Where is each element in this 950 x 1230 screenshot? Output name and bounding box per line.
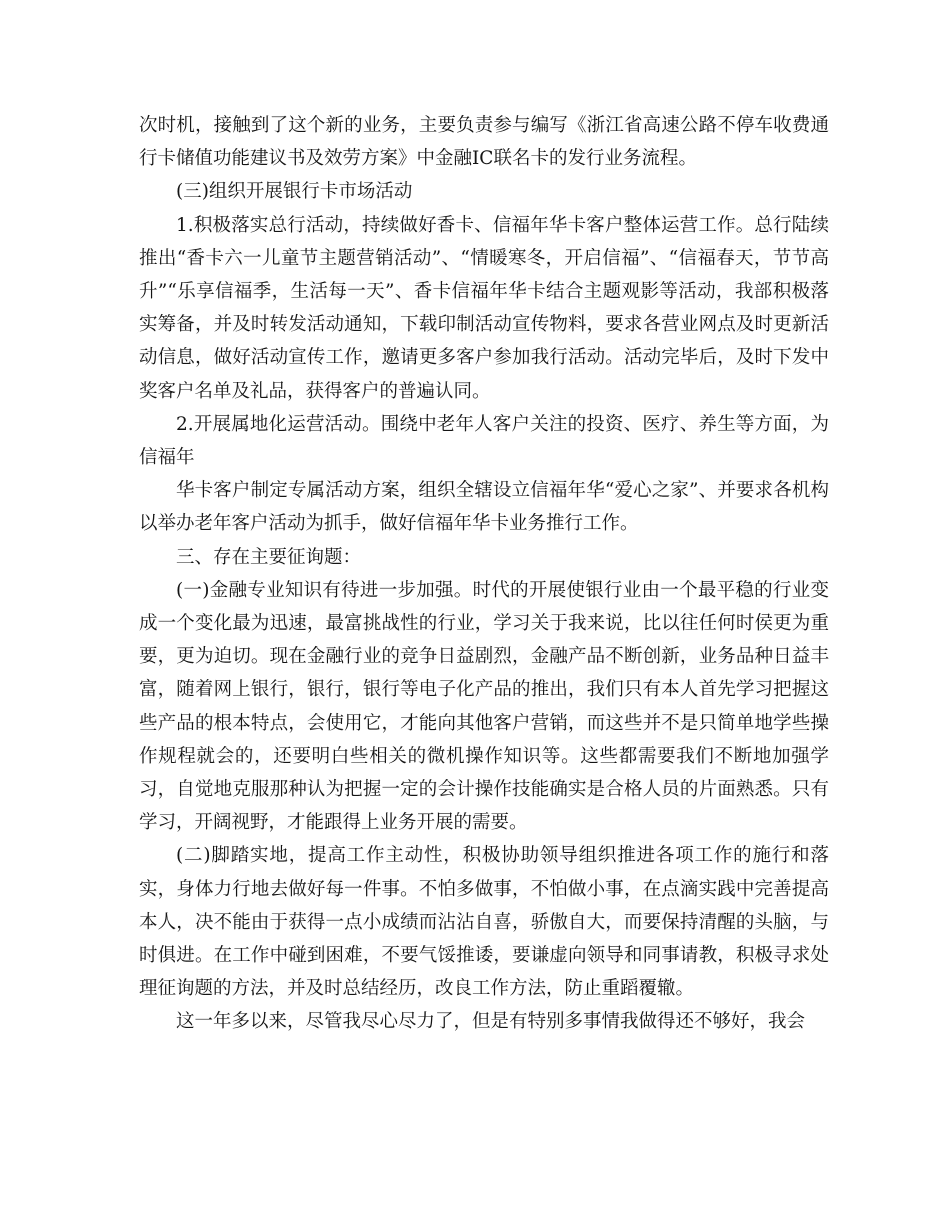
document-body: [139, 109, 829, 1039]
paragraph-continuation: 次时机，接触到了这个新的业务，主要负责参与编写《浙江省高速公路不停车收费通行卡储值功能建议书及效劳方案》中金融IC联名卡的发行业务流程。: [139, 115, 829, 170]
paragraph-local-operations: 2.开展属地化运营活动。围绕中老年人客户关注的投资、医疗、养生等方面，为信福年: [139, 413, 829, 469]
paragraph-closing: 这一年多以来，尽管我尽心尽力了，但是有特别多事情我做得还不够好，我会: [176, 1011, 806, 1033]
section-heading-bank-card-activities: (三)组织开展银行卡市场活动: [176, 181, 413, 203]
paragraph-financial-knowledge: (一)金融专业知识有待进一步加强。时代的开展使银行业由一个最平稳的行业变成一个变化最为迅速，最富挑战性的行业，学习关于我来说，比以往任何时侯更为重要，更为迫切。现在金融行业的竞争日益剧烈，金融产品不断创新，业务品种日益丰富，随着网上银行，银行，银行等电子化产品的推出，我们只有本人首先学习把握这些产品的根本特点，会使用它，才能向其他客户营销，而这些并不是只简单地学些操作规程就会的，还要明白些相关的微机操作知识等。这些都需要我们不断地加强学习，自觉地克服那种认为把握一定的会计操作技能确实是合格人员的片面熟悉。只有学习，开阔视野，才能跟得上业务开展的需要。: [139, 579, 829, 834]
paragraph-headquarters-activities: 1.积极落实总行活动，持续做好香卡、信福年华卡客户整体运营工作。总行陆续推出“香卡六一儿童节主题营销活动”、“情暖寒冬，开启信福”、“信福春天，节节高升”“乐享信福季，生活每一天”、香卡信福年华卡结合主题观影等活动，我部积极落实筹备，并及时转发活动通知，下载印制活动宣传物料，要求各营业网点及时更新活动信息，做好活动宣传工作，邀请更多客户参加我行活动。活动完毕后，及时下发中奖客户名单及礼品，获得客户的普遍认同。: [139, 214, 829, 402]
section-heading-problems: 三、存在主要征询题：: [176, 546, 362, 568]
paragraph-local-operations-cont: 华卡客户制定专属活动方案，组织全辖设立信福年华“爱心之家”、并要求各机构以举办老年客户活动为抓手，做好信福年华卡业务推行工作。: [139, 480, 829, 535]
paragraph-work-initiative: (二)脚踏实地，提高工作主动性，积极协助领导组织推进各项工作的施行和落实，身体力行地去做好每一件事。不怕多做事，不怕做小事，在点滴实践中完善提高本人，决不能由于获得一点小成绩而沾沾自喜，骄傲自大，而要保持清醒的头脑，与时俱进。在工作中碰到困难，不要气馁推诿，要谦虚向领导和同事请教，积极寻求处理征询题的方法，并及时总结经历，改良工作方法，防止重蹈覆辙。: [139, 845, 829, 1000]
